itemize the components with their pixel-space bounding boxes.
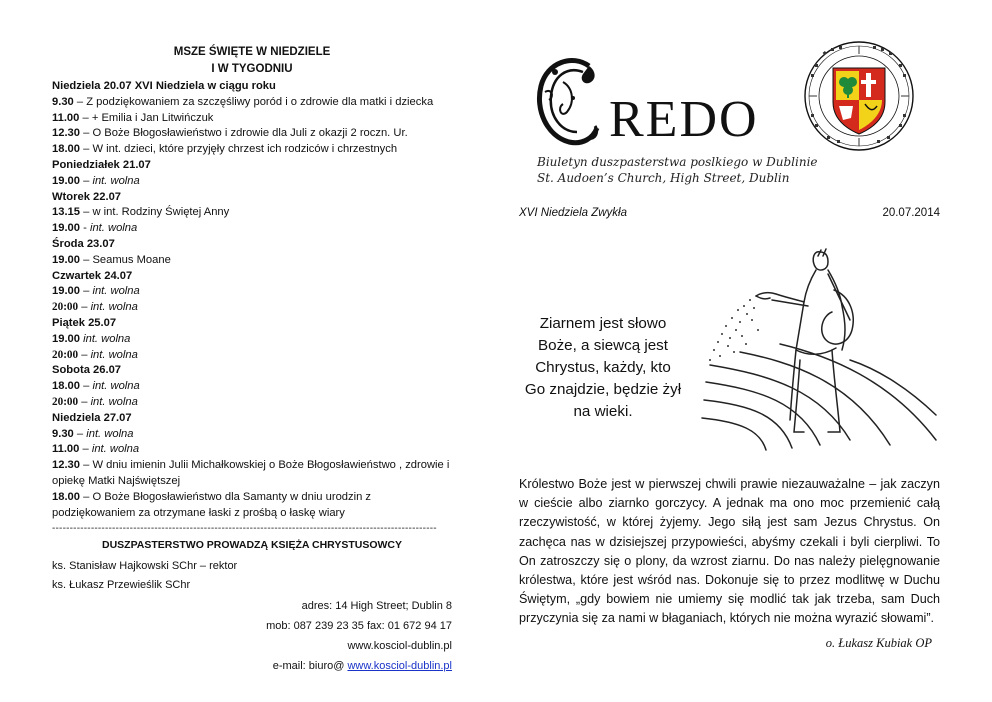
sower-illustration xyxy=(700,240,940,455)
day-heading-friday: Piątek 25.07 xyxy=(52,316,117,329)
day-heading-sunday: Niedziela 20.07 XVI Niedziela w ciągu roku xyxy=(52,80,276,92)
occasion: XVI Niedziela Zwykła xyxy=(519,207,628,219)
mass-entry: 18.00 – O Boże Błogosławieństwo dla Samanty w dniu urodzin z podziękowaniem za otrzymane łaski z prośbą o łaskę wiary xyxy=(52,490,372,519)
mass-entry: 12.30 – W dniu imienin Julii Michałkowskiej o Boże Błogosławieństwo , zdrowie i opiekę Matki Najświętszej xyxy=(52,459,450,487)
day-heading-tuesday: Wtorek 22.07 xyxy=(52,190,122,203)
ministry-heading: DUSZPASTERSTWO PROWADZĄ KSIĘŻA CHRYSTUSOWCY xyxy=(101,539,403,552)
day-heading-monday: Poniedziałek 21.07 xyxy=(52,158,151,171)
bulletin-subtitle xyxy=(537,154,818,186)
day-heading-sunday-next: Niedziela 27.07 xyxy=(52,411,132,424)
mass-entry: 9.30 – int. wolna xyxy=(52,427,134,440)
subtitle-line: Biuletyn duszpasterstwa poslkiego w Dublinie xyxy=(537,155,818,169)
priest-name: ks. Stanisław Hajkowski SChr – rektor xyxy=(52,560,238,573)
mass-entry: 13.15 – w int. Rodziny Świętej Anny xyxy=(52,206,230,219)
address: adres: 14 High Street; Dublin 8 xyxy=(301,600,452,613)
mass-entry: 19.00 – int. wolna xyxy=(52,174,140,187)
mass-entry: 9.30 – Z podziękowaniem za szczęśliwy poród i o zdrowie dla matki i dziecka xyxy=(52,95,434,108)
reflection-text: Królestwo Boże jest w pierwszej chwili prawie niezauważalne – jak zaczyn w cieście albo ziarnko gorczycy. A jednak ma ono moc przemienić całą rzeczywistość, w której żyjemy. Jego siłą jest sam Jezus Chrystus. On zachęca nas w dzisiejszej przypowieści, abyśmy czekali i byli cierpliwi. To On zatroszczy się o plony, da wzrost ziarnu. Do nas należy pielęgnowanie królestwa, które jest wśród nas. Dokonuje się to przez modlitwę w Duchu Świętym, „gdy bowiem nie umiemy się modlić tak jak trzeba, sam Duch przyczynia się za nami w błaganiach, których nie można wyrazić słowami”. xyxy=(519,477,940,626)
email: e-mail: biuro@ www.kosciol-dublin.pl xyxy=(272,660,452,673)
schedule-subtitle: I W TYGODNIU xyxy=(211,63,293,75)
mass-schedule xyxy=(52,44,452,676)
mass-entry: 11.00 – + Emilia i Jan Litwińczuk xyxy=(52,111,214,124)
mass-entry: 12.30 – O Boże Błogosławieństwo i zdrowie dla Juli z okazji 2 roczn. Ur. xyxy=(52,127,408,140)
mass-entry: 20:00 – int. wolna xyxy=(52,395,138,408)
mass-entry: 18.00 – int. wolna xyxy=(52,380,140,393)
day-heading-thursday: Czwartek 24.07 xyxy=(52,269,133,282)
email-link[interactable]: www.kosciol-dublin.pl xyxy=(347,660,452,673)
contact-block xyxy=(52,596,452,676)
mass-entry: 20:00 – int. wolna xyxy=(52,301,138,314)
mass-entry: 19.00 – int. wolna xyxy=(52,285,140,298)
day-heading-saturday: Sobota 26.07 xyxy=(52,364,122,377)
mass-entry: 11.00 – int. wolna xyxy=(52,443,140,456)
mass-entry: 20:00 – int. wolna xyxy=(52,348,138,361)
mass-entry: 18.00 – W int. dzieci, które przyjęły chrzest ich rodziców i chrzestnych xyxy=(52,143,398,156)
reflection-author: o. Łukasz Kubiak OP xyxy=(825,636,932,650)
issue-date: 20.07.2014 xyxy=(882,207,940,219)
separator-line: ------------------------------------------------------------------------------------------------------------- xyxy=(52,523,437,535)
schedule-title: MSZE ŚWIĘTE W NIEDZIELE xyxy=(173,46,331,58)
mass-entry: 19.00 int. wolna xyxy=(52,332,131,345)
subtitle-line: St. Audoen’s Church, High Street, Dublin xyxy=(537,171,790,185)
credo-wordmark: REDO xyxy=(609,91,759,148)
mass-entry: 19.00 - int. wolna xyxy=(52,222,138,235)
credo-initial-logo xyxy=(533,52,605,148)
mass-entry: 19.00 – Seamus Moane xyxy=(52,253,171,266)
chaplaincy-emblem-icon xyxy=(803,40,915,152)
gospel-quote: Ziarnem jest słowo Boże, a siewcą jest Chrystus, każdy, kto Go znajdzie, będzie żył na wieki. xyxy=(524,315,682,420)
day-heading-wednesday: Środa 23.07 xyxy=(52,237,115,250)
website: www.kosciol-dublin.pl xyxy=(347,640,452,653)
priest-name: ks. Łukasz Przewieślik SChr xyxy=(52,579,191,592)
phone-fax: mob: 087 239 23 35 fax: 01 672 94 17 xyxy=(266,620,452,633)
